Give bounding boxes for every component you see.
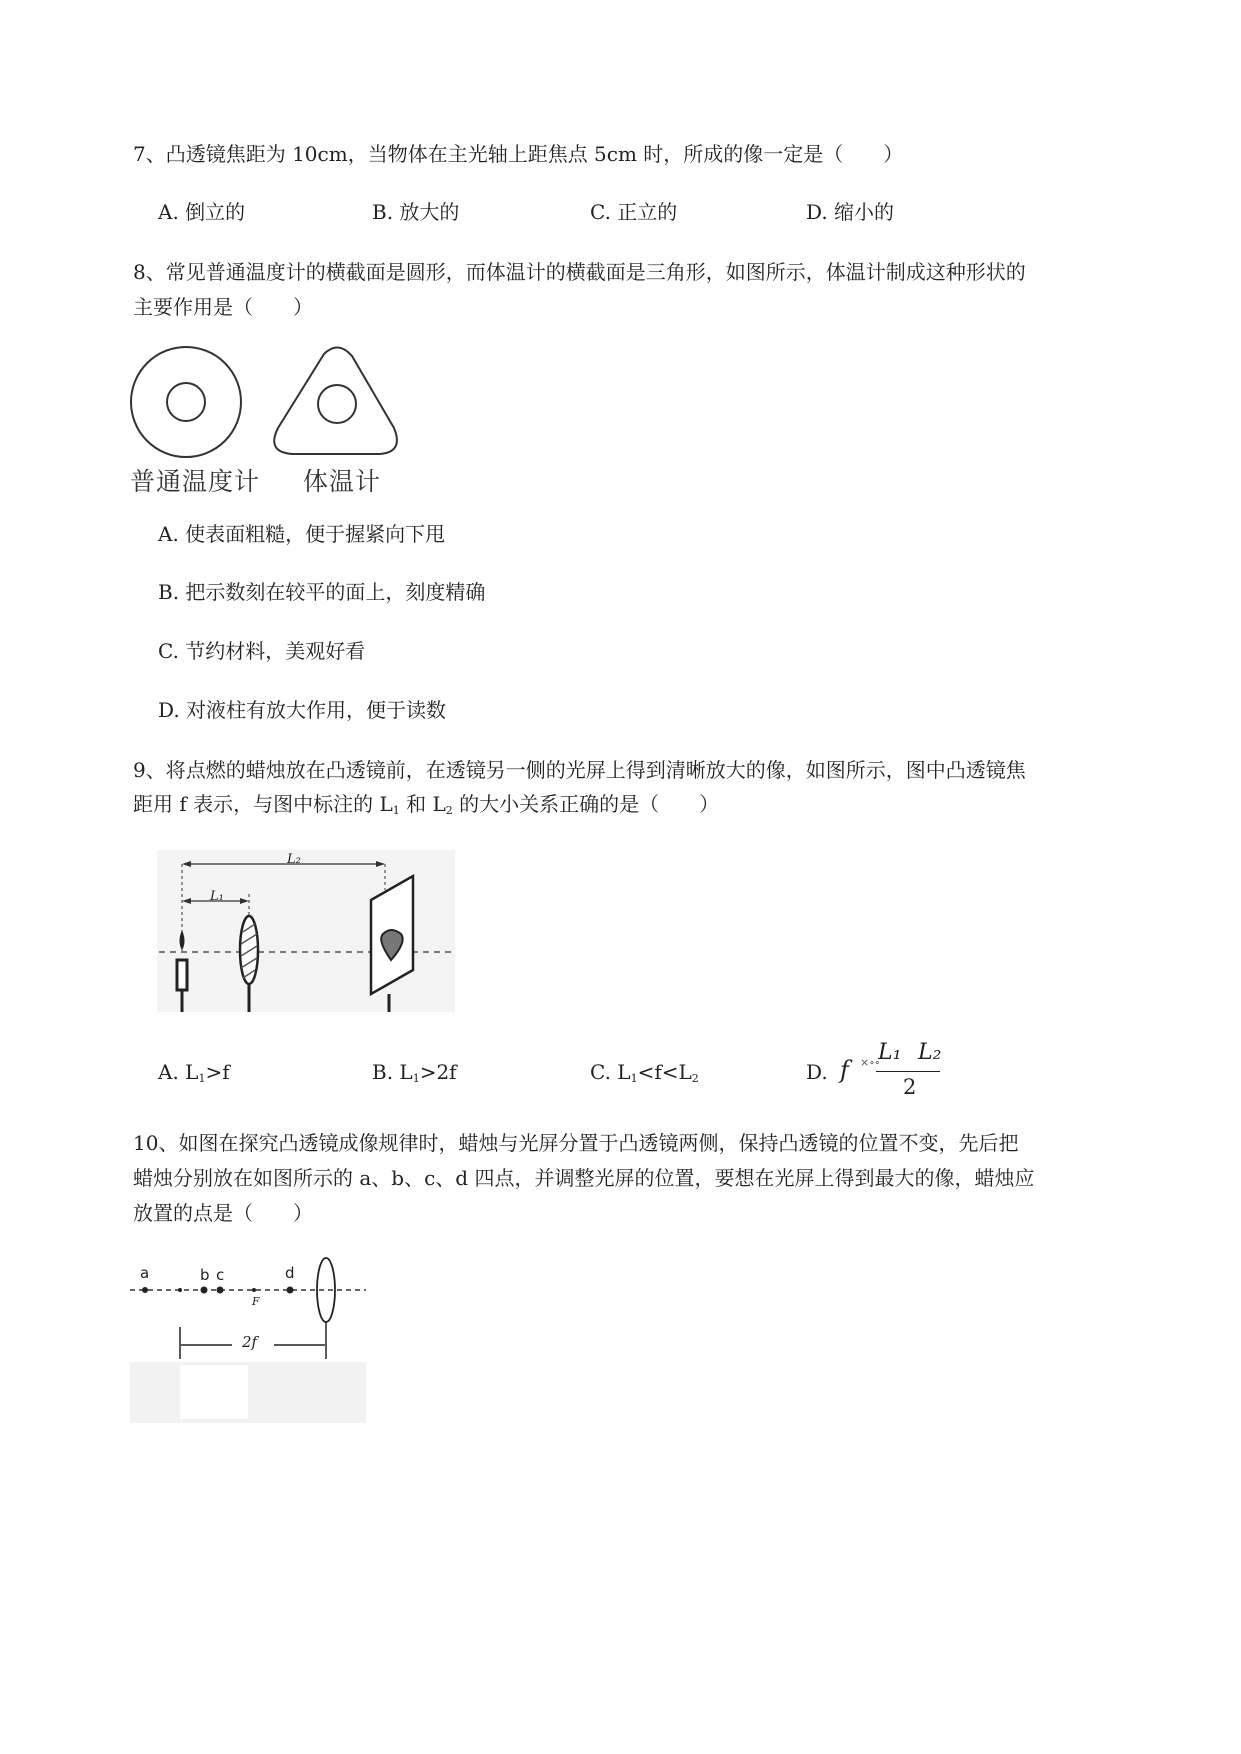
q7-option-b: B. 放大的 (372, 200, 460, 224)
q7-option-a: A. 倒立的 (158, 200, 246, 224)
q9-option-c (590, 1058, 699, 1086)
clinical-thermometer-label: 体温计 (303, 467, 382, 496)
q8-option-c: C. 节约材料，美观好看 (158, 639, 366, 663)
ordinary-thermometer-inner-circle (167, 383, 205, 421)
q7-option-c: C. 正立的 (590, 200, 678, 224)
q9-stem-line2 (133, 790, 719, 818)
q9-option-c-mid: <f<L (637, 1060, 692, 1084)
q10-stem-line1: 10、如图在探究凸透镜成像规律时，蜡烛与光屏分置于凸透镜两侧，保持凸透镜的位置不变，先后把 (133, 1131, 1019, 1155)
q9-option-a-suffix: >f (205, 1060, 230, 1084)
point-c (217, 1287, 224, 1294)
point-b (201, 1287, 208, 1294)
q8-option-a: A. 使表面粗糙，便于握紧向下甩 (158, 522, 446, 546)
point-d-label: d (285, 1264, 295, 1282)
point-b-label: b (200, 1266, 210, 1284)
q9-stem-text-a: 距用 f 表示，与图中标注的 L (133, 792, 393, 816)
q9-option-d-fraction-bar (876, 1071, 940, 1072)
q9-option-c-sub2: 2 (691, 1072, 699, 1085)
q9-option-c-sub: 1 (630, 1072, 638, 1085)
ordinary-thermometer-outer-circle (131, 347, 241, 457)
q9-stem-sub-1: 1 (392, 804, 400, 817)
point-c-label: c (216, 1266, 225, 1284)
q8-option-d: D. 对液柱有放大作用，便于读数 (158, 698, 447, 722)
q9-option-d-numerator-l2: L₂ (918, 1040, 942, 1065)
q9-option-b-suffix: >2f (419, 1060, 457, 1084)
l1-label: L₁ (210, 889, 224, 904)
q9-stem-sub-2: 2 (445, 804, 453, 817)
ordinary-thermometer-label: 普通温度计 (130, 467, 261, 496)
q9-option-d-prefix: D. (806, 1060, 828, 1084)
point-a-label: a (140, 1264, 150, 1282)
q9-option-d-numerator-l1: L₁ (878, 1040, 902, 1065)
q9-option-d-denominator: 2 (903, 1075, 917, 1099)
focus-f-label: F (252, 1295, 260, 1308)
q7-option-d: D. 缩小的 (806, 200, 895, 224)
q8-stem-line2: 主要作用是（ ） (133, 295, 313, 319)
q8-stem-line1: 8、常见普通温度计的横截面是圆形，而体温计的横截面是三角形，如图所示，体温计制成这种形状的 (133, 260, 1026, 284)
q9-option-b-sub: 1 (412, 1072, 420, 1085)
q9-option-a-sub: 1 (198, 1072, 206, 1085)
point-f (252, 1288, 256, 1292)
q9-option-d-f: f (840, 1056, 849, 1084)
q9-option-d-mark-icon: ×∘∘ (860, 1056, 881, 1069)
q9-option-b (372, 1058, 457, 1086)
q9-lens-figure (157, 850, 455, 1012)
q9-option-a (158, 1058, 230, 1086)
clinical-thermometer-inner-circle (318, 385, 356, 423)
q10-stem-line2: 蜡烛分别放在如图所示的 a、b、c、d 四点，并调整光屏的位置，要想在光屏上得到最大的像，蜡烛应 (133, 1166, 1035, 1190)
q7-stem: 7、凸透镜焦距为 10cm，当物体在主光轴上距焦点 5cm 时，所成的像一定是（ ） (133, 142, 904, 166)
q9-option-b-text: B. L (372, 1060, 413, 1084)
q9-option-c-text: C. L (590, 1060, 631, 1084)
l2-label: L₂ (287, 852, 301, 867)
clinical-thermometer-triangle (274, 347, 397, 454)
2f-label: 2f (242, 1333, 258, 1351)
q9-stem-line1: 9、将点燃的蜡烛放在凸透镜前，在透镜另一侧的光屏上得到清晰放大的像，如图所示，图中凸透镜焦 (133, 758, 1026, 782)
point-d (287, 1287, 294, 1294)
q10-stem-line3: 放置的点是（ ） (133, 1201, 313, 1225)
q9-stem-text-c: 的大小关系正确的是（ ） (452, 792, 720, 816)
point-a (142, 1287, 148, 1293)
q9-stem-text-b: 和 L (399, 792, 446, 816)
q9-option-a-text: A. L (158, 1060, 199, 1084)
q8-option-b: B. 把示数刻在较平的面上，刻度精确 (158, 580, 486, 604)
